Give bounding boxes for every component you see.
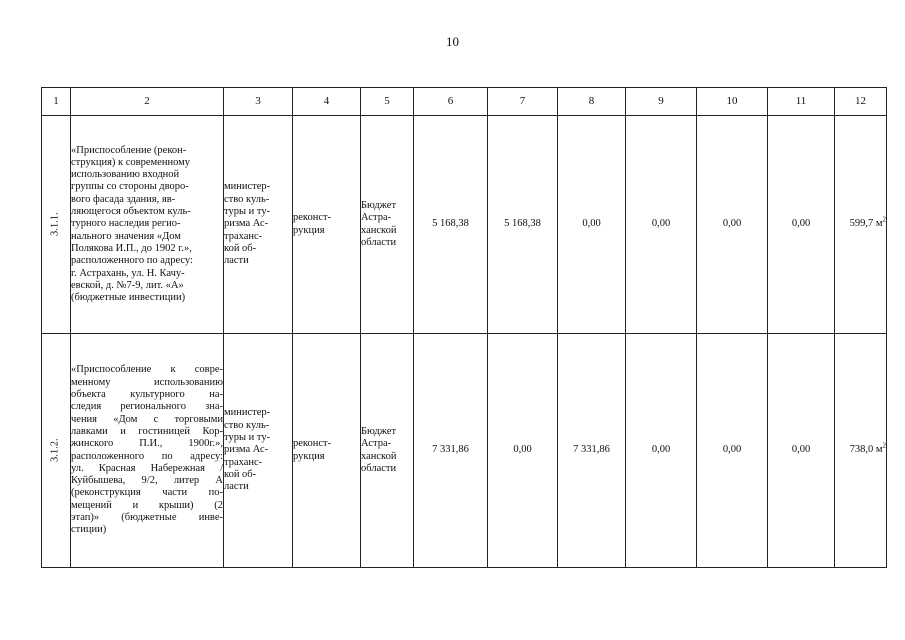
funding-source-line: области bbox=[361, 462, 397, 474]
owner-line: ство куль- bbox=[224, 193, 270, 205]
funding-source-line: Бюджет bbox=[361, 425, 397, 437]
description-line: Куйбышева, 9/2, литер А bbox=[71, 475, 223, 487]
header-cell: 6 bbox=[414, 88, 488, 116]
area-value: 738,0 м bbox=[849, 444, 883, 456]
description-line: расположенного по адресу: bbox=[71, 255, 193, 267]
value-cell: 0,00 bbox=[626, 116, 697, 334]
owner-line: туры и ту- bbox=[224, 206, 271, 218]
work-type-line: рукция bbox=[293, 450, 325, 462]
value-cell: 5 168,38 bbox=[414, 116, 488, 334]
header-cell: 9 bbox=[626, 88, 697, 116]
description-line: Полякова И.П., до 1902 г.», bbox=[71, 242, 192, 254]
description-line: этап)» (бюджетные инве- bbox=[71, 511, 223, 523]
owner-line: кой об- bbox=[224, 468, 257, 480]
description-line: (реконструкция части по- bbox=[71, 487, 223, 499]
description-line: турного наследия регио- bbox=[71, 218, 181, 230]
page-number: 10 bbox=[446, 34, 459, 49]
description-line: струкция) к современному bbox=[71, 156, 191, 168]
description-line: менному использованию bbox=[71, 376, 223, 388]
header-cell: 8 bbox=[558, 88, 626, 116]
work-type-cell bbox=[293, 116, 361, 334]
owner-line: кой об- bbox=[224, 242, 257, 254]
description-cell bbox=[71, 116, 224, 334]
funding-source-cell bbox=[361, 116, 414, 334]
row-number-text: 3.1.1. bbox=[49, 212, 61, 237]
owner-line: ласти bbox=[224, 255, 249, 267]
description-line: группы со стороны дворо- bbox=[71, 181, 189, 193]
description-line: ляющегося объектом куль- bbox=[71, 206, 191, 218]
value-cell: 0,00 bbox=[697, 116, 768, 334]
description-line: жинского П.И., 1900г.», bbox=[71, 438, 223, 450]
owner-line: траханс- bbox=[224, 230, 263, 242]
description-cell bbox=[71, 334, 224, 568]
funding-source-line: Астра- bbox=[361, 212, 392, 224]
owner-line: министер- bbox=[224, 181, 271, 193]
funding-source-line: ханской bbox=[361, 224, 397, 236]
owner-line: ризма Ас- bbox=[224, 218, 269, 230]
area-unit-exponent: 2 bbox=[882, 441, 886, 450]
header-row bbox=[42, 88, 887, 116]
value-cell: 5 168,38 bbox=[488, 116, 558, 334]
header-cell: 7 bbox=[488, 88, 558, 116]
header-cell: 5 bbox=[361, 88, 414, 116]
value-cell: 7 331,86 bbox=[414, 334, 488, 568]
description-line: лавками и гостиницей Кор- bbox=[71, 425, 223, 437]
header-cell: 12 bbox=[835, 88, 887, 116]
owner-line: ласти bbox=[224, 481, 249, 493]
description-line: расположенного по адресу: bbox=[71, 450, 223, 462]
description-line: следия регионального зна- bbox=[71, 401, 223, 413]
value-cell: 0,00 bbox=[558, 116, 626, 334]
funding-source-line: Астра- bbox=[361, 438, 392, 450]
funding-source-line: Бюджет bbox=[361, 199, 397, 211]
area-cell bbox=[835, 116, 887, 334]
row-number bbox=[42, 334, 71, 568]
description-line: (бюджетные инвестиции) bbox=[71, 292, 186, 304]
description-line: чения «Дом с торговыми bbox=[71, 413, 223, 425]
funding-source-line: области bbox=[361, 236, 397, 248]
description-line: мещений и крыши) (2 bbox=[71, 499, 223, 511]
area-unit-exponent: 2 bbox=[882, 215, 886, 224]
description-line: стиции) bbox=[71, 524, 107, 536]
header-cell: 10 bbox=[697, 88, 768, 116]
description-line: вого фасада здания, яв- bbox=[71, 193, 176, 205]
row-number-text: 3.1.2. bbox=[49, 438, 61, 463]
value-cell: 0,00 bbox=[488, 334, 558, 568]
description-line: «Приспособление (рекон- bbox=[71, 144, 187, 156]
description-line: «Приспособление к совре- bbox=[71, 364, 223, 376]
funding-source-cell bbox=[361, 334, 414, 568]
value-cell: 0,00 bbox=[768, 334, 835, 568]
description-line: г. Астрахань, ул. Н. Качу- bbox=[71, 267, 185, 279]
value-cell: 0,00 bbox=[697, 334, 768, 568]
value-cell: 7 331,86 bbox=[558, 334, 626, 568]
table-row bbox=[42, 116, 887, 334]
header-cell: 1 bbox=[42, 88, 71, 116]
description-line: использованию входной bbox=[71, 169, 180, 181]
value-cell: 0,00 bbox=[768, 116, 835, 334]
owner-cell bbox=[224, 334, 293, 568]
work-type-line: рукция bbox=[293, 224, 325, 236]
work-type-line: реконст- bbox=[293, 212, 332, 224]
description-line: евской, д. №7-9, лит. «А» bbox=[71, 279, 184, 291]
owner-line: министер- bbox=[224, 407, 271, 419]
area-cell bbox=[835, 334, 887, 568]
value-cell: 0,00 bbox=[626, 334, 697, 568]
work-type-line: реконст- bbox=[293, 438, 332, 450]
header-cell: 4 bbox=[293, 88, 361, 116]
header-cell: 3 bbox=[224, 88, 293, 116]
header-cell: 11 bbox=[768, 88, 835, 116]
owner-line: туры и ту- bbox=[224, 432, 271, 444]
description-line: нального значения «Дом bbox=[71, 230, 181, 242]
work-type-cell bbox=[293, 334, 361, 568]
area-value: 599,7 м bbox=[849, 218, 883, 230]
description-line: ул. Красная Набережная / bbox=[71, 462, 223, 474]
owner-line: ризма Ас- bbox=[224, 444, 269, 456]
header-cell: 2 bbox=[71, 88, 224, 116]
investment-table bbox=[41, 87, 887, 568]
owner-cell bbox=[224, 116, 293, 334]
owner-line: траханс- bbox=[224, 456, 263, 468]
row-number bbox=[42, 116, 71, 334]
funding-source-line: ханской bbox=[361, 450, 397, 462]
description-line: объекта культурного на- bbox=[71, 389, 223, 401]
owner-line: ство куль- bbox=[224, 419, 270, 431]
table-row bbox=[42, 334, 887, 568]
